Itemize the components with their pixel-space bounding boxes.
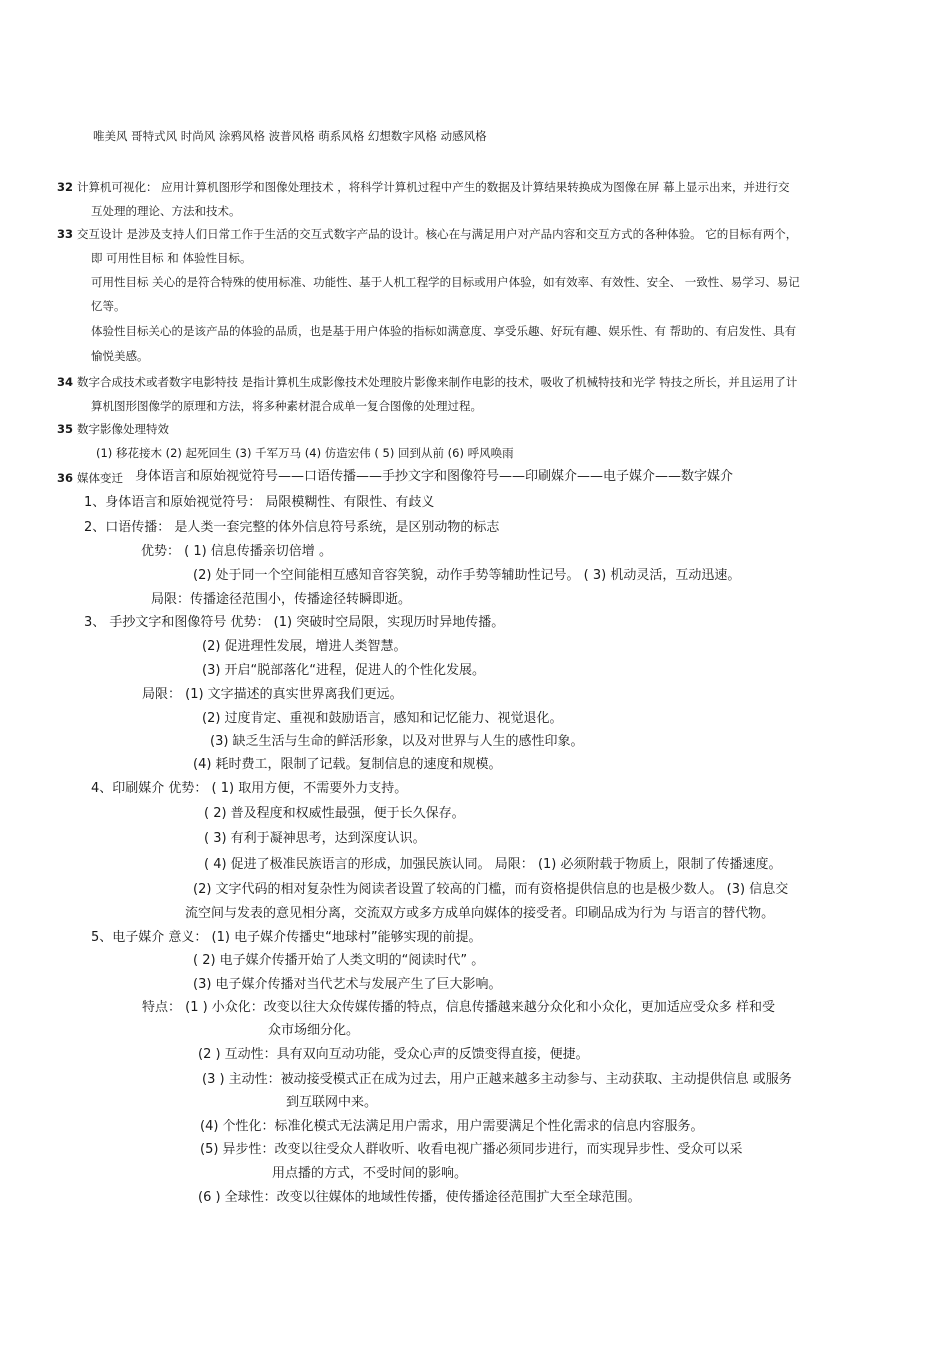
feature-3a: (3 ) 主动性：被动接受模式正在成为过去，用户正越来越多主动参与、主动获取、主动提供信息 或服务: [202, 1072, 792, 1087]
section-34-line1: 数字合成技术或者数字电影特技 是指计算机生成影像技术处理胶片影像来制作电影的技术，吸收了机械特技和光学 特技之所长，并且运用了计: [77, 375, 798, 389]
media-3-advantage-2: (2) 促进理性发展，增进人类智慧。: [202, 639, 407, 654]
section-32-line2: 互处理的理论、方法和技术。: [91, 204, 241, 218]
section-33-line1: 交互设计 是涉及支持人们日常工作于生活的交互式数字产品的设计。核心在与满足用户对产品内容和交互方式的各种体验。 它的目标有两个，: [77, 227, 798, 241]
media-4-limitation-2a: (2) 文字代码的相对复杂性为阅读者设置了较高的门槛，而有资格提供信息的也是极少数人。 (3) 信息交: [193, 882, 789, 897]
media-2-oral: 2、口语传播： 是人类一套完整的体外信息符号系统，是区别动物的标志: [84, 520, 500, 535]
section-34-line2: 算机图形图像学的原理和方法，将多种素材混合成单一复合图像的处理过程。: [91, 399, 482, 413]
feature-1b: 众市场细分化。: [268, 1023, 360, 1038]
feature-6: (6 ) 全球性：改变以往媒体的地域性传播，使传播途径范围扩大至全球范围。: [198, 1190, 641, 1205]
section-33-line6: 愉悦美感。: [91, 349, 149, 363]
section-35-number: 35: [57, 422, 74, 436]
media-3-advantage-3: (3) 开启“脱部落化“进程，促进人的个性化发展。: [202, 663, 486, 678]
section-36-title-main: 身体语言和原始视觉符号——口语传播——手抄文字和图像符号——印刷媒介——电子媒介——数字媒介: [135, 469, 734, 484]
feature-3b: 到互联网中来。: [286, 1095, 378, 1110]
media-2-advantage-2: (2) 处于同一个空间能相互感知音容笑貌，动作手势等辅助性记号。 ( 3) 机动灵活，互动迅速。: [193, 568, 741, 583]
media-4-advantage-2: ( 2) 普及程度和权威性最强，便于长久保存。: [204, 806, 465, 821]
section-35-items: (1) 移花接木 (2) 起死回生 (3) 千军万马 (4) 仿造宏伟 ( 5) 回到从前 (6) 呼风唤雨: [96, 446, 514, 460]
media-4-print: 4、印刷媒介 优势： ( 1) 取用方便，不需要外力支持。: [91, 781, 408, 796]
media-3-manuscript: 3、 手抄文字和图像符号 优势： (1) 突破时空局限，实现历时异地传播。: [84, 615, 505, 630]
feature-1a: 特点： (1 ) 小众化：改变以往大众传媒传播的特点，信息传播越来越分众化和小众化，更加适应受众多 样和受: [142, 1000, 775, 1015]
media-2-advantage-1: 优势： ( 1) 信息传播亲切倍增 。: [141, 544, 332, 559]
section-32-number: 32: [57, 180, 74, 194]
media-4-advantage-4: ( 4) 促进了极准民族语言的形成，加强民族认同。 局限： (1) 必须附载于物质上，限制了传播速度。: [204, 857, 782, 872]
media-2-limitation: 局限：传播途径范围小，传播途径转瞬即逝。: [151, 592, 412, 607]
section-33-line4: 忆等。: [91, 299, 126, 313]
section-36-title-label: 媒体变迁: [77, 471, 123, 485]
section-32-line1: 计算机可视化： 应用计算机图形学和图像处理技术 ，将科学计算机过程中产生的数据及计算结果转换成为图像在屏 幕上显示出来，并进行交: [77, 180, 790, 194]
section-33-line3: 可用性目标 关心的是符合特殊的使用标准、功能性、基于人机工程学的目标或用户体验，如有效率、有效性、安全、 一致性、易学习、易记: [91, 275, 800, 289]
media-5-meaning-3: (3) 电子媒介传播对当代艺术与发展产生了巨大影响。: [193, 977, 502, 992]
media-3-limitation-4: (4) 耗时费工，限制了记载。复制信息的速度和规模。: [193, 757, 502, 772]
feature-5a: (5) 异步性：改变以往受众人群收听、收看电视广播必须同步进行，而实现异步性、受众可以采: [200, 1142, 743, 1157]
section-35-title: 数字影像处理特效: [77, 422, 169, 436]
media-4-limitation-2b: 流空间与发表的意见相分离，交流双方或多方成单向媒体的接受者。印刷品成为行为 与语言的替代物。: [185, 906, 775, 921]
media-4-advantage-3: ( 3) 有利于凝神思考，达到深度认识。: [204, 831, 426, 846]
feature-2: (2 ) 互动性：具有双向互动功能，受众心声的反馈变得直接，便捷。: [198, 1047, 589, 1062]
media-3-limitation-1: 局限： (1) 文字描述的真实世界离我们更远。: [142, 687, 403, 702]
section-33-line2: 即 可用性目标 和 体验性目标。: [91, 251, 252, 265]
media-3-limitation-2: (2) 过度肯定、重视和鼓励语言，感知和记忆能力、视觉退化。: [202, 711, 563, 726]
media-5-electronic: 5、电子媒介 意义： (1) 电子媒介传播史“地球村”能够实现的前提。: [91, 930, 482, 945]
media-5-meaning-2: ( 2) 电子媒介传播开始了人类文明的“阅读时代” 。: [193, 953, 485, 968]
feature-5b: 用点播的方式，不受时间的影响。: [272, 1166, 468, 1181]
feature-4: (4) 个性化：标准化模式无法满足用户需求，用户需要满足个性化需求的信息内容服务。: [200, 1119, 704, 1134]
media-3-limitation-3: (3) 缺乏生活与生命的鲜活形象，以及对世界与人生的感性印象。: [210, 734, 584, 749]
section-36-number: 36: [57, 471, 74, 485]
media-1-body-language: 1、身体语言和原始视觉符号： 局限模糊性、有限性、有歧义: [84, 495, 435, 510]
section-33-line5: 体验性目标关心的是该产品的体验的品质，也是基于用户体验的指标如满意度、享受乐趣、好玩有趣、娱乐性、有 帮助的、有启发性、具有: [91, 324, 797, 338]
styles-line: 唯美风 哥特式风 时尚风 涂鸦风格 波普风格 萌系风格 幻想数字风格 动感风格: [93, 129, 487, 143]
section-34-number: 34: [57, 375, 74, 389]
section-33-number: 33: [57, 227, 74, 241]
